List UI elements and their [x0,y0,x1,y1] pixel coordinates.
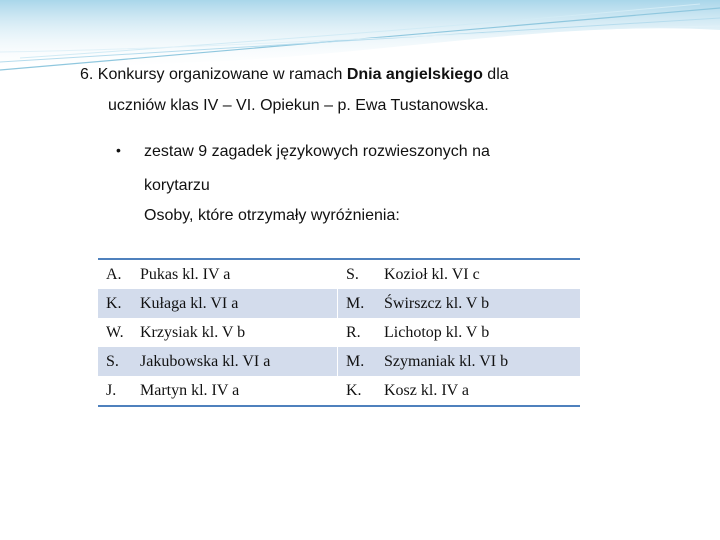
initial: J. [106,381,117,399]
initial: R. [346,323,361,341]
table-row [98,347,580,376]
bullet-text-continuation: korytarzu [144,177,210,194]
item-heading [80,66,509,84]
student-name: Krzysiak kl. V b [140,323,246,341]
table-row [98,260,580,289]
student-name: Szymaniak kl. VI b [384,352,509,370]
item-number: 6. [80,66,94,83]
table-cell [338,347,580,376]
table-cell [98,376,338,405]
initial: S. [106,352,119,370]
table-cell [338,260,580,289]
student-name: Kosz kl. IV a [384,381,470,399]
bullet-text: zestaw 9 zagadek językowych rozwieszonych na [144,143,490,160]
student-name: Świrszcz kl. V b [384,294,490,312]
student-name: Kozioł kl. VI c [384,265,480,283]
table-row [98,318,580,347]
initial: S. [346,265,359,283]
initial: M. [346,294,365,312]
table-row [98,376,580,405]
heading-prefix: Konkursy organizowane w ramach [97,66,347,83]
student-name: Martyn kl. IV a [140,381,240,399]
bullet-icon: • [116,142,121,158]
initial: A. [106,265,122,283]
student-name: Kułaga kl. VI a [140,294,239,312]
table-cell [98,289,338,318]
table-cell [98,347,338,376]
awards-heading: Osoby, które otrzymały wyróżnienia: [144,207,400,224]
initial: K. [106,294,122,312]
table-cell [338,318,580,347]
table-cell [98,318,338,347]
initial: W. [106,323,124,341]
initial: K. [346,381,362,399]
heading-continuation: uczniów klas IV – VI. Opiekun – p. Ewa Tustanowska. [108,97,489,114]
student-name: Jakubowska kl. VI a [140,352,271,370]
table-cell [338,376,580,405]
heading-suffix: dla [482,66,509,83]
heading-bold: Dnia angielskiego [346,66,483,83]
table-cell [98,260,338,289]
table-cell [338,289,580,318]
awards-table [98,258,580,407]
initial: M. [346,352,365,370]
student-name: Pukas kl. IV a [140,265,231,283]
table-row [98,289,580,318]
student-name: Lichotop kl. V b [384,323,490,341]
